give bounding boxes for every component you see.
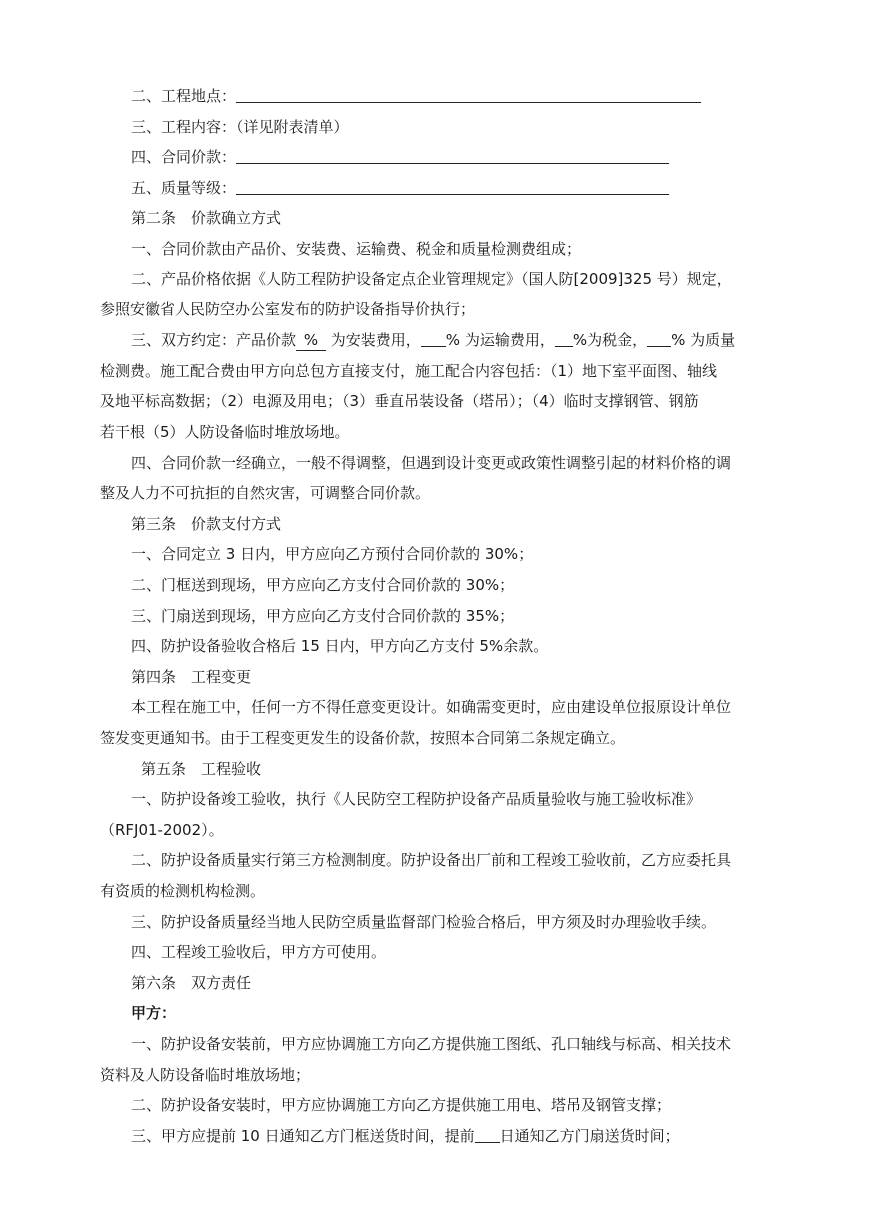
fee-split-text: 三、双方约定：产品价款 xyxy=(131,331,297,349)
paragraph-line: 一、合同价款由产品价、安装费、运输费、税金和质量检测费组成； xyxy=(131,240,582,258)
paragraph-line: 四、防护设备验收合格后 15 日内，甲方向乙方支付 5%余款。 xyxy=(131,637,549,655)
paragraph-line: （RFJ01-2002）。 xyxy=(100,821,224,839)
fee-split-text: % 为质量 xyxy=(671,331,736,349)
article-5-heading: 第五条 工程验收 xyxy=(141,760,262,778)
paragraph-line: 参照安徽省人民防空办公室发布的防护设备指导价执行； xyxy=(100,300,476,318)
paragraph-line: 四、工程竣工验收后，甲方方可使用。 xyxy=(131,943,387,961)
paragraph-line: 本工程在施工中，任何一方不得任意变更设计。如确需变更时，应由建设单位报原设计单位 xyxy=(131,698,732,716)
paragraph-line: 整及人力不可抗拒的自然灾害，可调整合同价款。 xyxy=(100,484,431,502)
blank-tax-percent xyxy=(647,326,671,347)
paragraph-line: 若干根（5）人防设备临时堆放场地。 xyxy=(100,423,350,441)
field-quality-grade xyxy=(131,173,669,203)
fee-split-text: % 为运输费用， xyxy=(445,331,555,349)
paragraph-line: 二、防护设备安装时，甲方应协调施工方向乙方提供施工用电、塔吊及钢管支撑； xyxy=(131,1096,672,1114)
blank-project-location xyxy=(236,82,701,103)
article-4-heading: 第四条 工程变更 xyxy=(131,668,252,686)
paragraph-line: 资料及人防设备临时堆放场地； xyxy=(100,1066,311,1084)
paragraph-line: 及地平标高数据；（2）电源及用电；（3）垂直吊装设备（塔吊）；（4）临时支撑钢管、钢筋 xyxy=(100,392,699,410)
fee-split-text: 为安装费用， xyxy=(326,331,421,349)
label-quality-grade: 五、质量等级： xyxy=(131,179,237,197)
paragraph-line: 二、产品价格依据《人防工程防护设备定点企业管理规定》（国人防[2009]325 号）规定， xyxy=(131,270,732,288)
paragraph-line: 二、门框送到现场，甲方应向乙方支付合同价款的 30%； xyxy=(131,576,515,594)
field-project-content: 三、工程内容：（详见附表清单） xyxy=(131,118,349,136)
paragraph-line: 一、防护设备竣工验收，执行《人民防空工程防护设备产品质量验收与施工验收标准》 xyxy=(131,790,702,808)
field-project-location xyxy=(131,81,701,111)
blank-install-percent xyxy=(421,326,446,347)
article-6-heading: 第六条 双方责任 xyxy=(131,974,252,992)
article-2-heading: 第二条 价款确立方式 xyxy=(131,209,282,227)
paragraph-line: 一、合同定立 3 日内，甲方应向乙方预付合同价款的 30%； xyxy=(131,545,534,563)
blank-door-leaf-days xyxy=(475,1122,500,1143)
paragraph-line: 一、防护设备安装前，甲方应协调施工方向乙方提供施工图纸、孔口轴线与标高、相关技术 xyxy=(131,1035,732,1053)
blank-quality-grade xyxy=(236,174,669,195)
party-a-heading: 甲方： xyxy=(131,1004,177,1022)
label-project-location: 二、工程地点： xyxy=(131,87,237,105)
paragraph-line: 签发变更通知书。由于工程变更发生的设备价款，按照本合同第二条规定确立。 xyxy=(100,729,626,747)
article-3-heading: 第三条 价款支付方式 xyxy=(131,515,282,533)
paragraph-line: 二、防护设备质量实行第三方检测制度。防护设备出厂前和工程竣工验收前，乙方应委托具 xyxy=(131,851,732,869)
delivery-notice-text: 日通知乙方门扇送货时间； xyxy=(499,1127,680,1145)
blank-contract-price xyxy=(236,143,669,164)
fee-split-text: %为税金， xyxy=(572,331,648,349)
paragraph-line: 检测费。施工配合费由甲方向总包方直接支付，施工配合内容包括：（1）地下室平面图、轴线 xyxy=(100,362,718,380)
paragraph-line: 三、门扇送到现场，甲方应向乙方支付合同价款的 35%； xyxy=(131,607,515,625)
paragraph-line: 四、合同价款一经确立，一般不得调整，但遇到设计变更或政策性调整引起的材料价格的调 xyxy=(131,454,732,472)
blank-product-percent: % xyxy=(296,330,326,351)
blank-transport-percent xyxy=(555,326,573,347)
fee-split-line xyxy=(131,325,735,355)
field-contract-price xyxy=(131,142,669,172)
paragraph-line: 有资质的检测机构检测。 xyxy=(100,882,266,900)
paragraph-line: 三、防护设备质量经当地人民防空质量监督部门检验合格后，甲方须及时办理验收手续。 xyxy=(131,913,717,931)
label-contract-price: 四、合同价款： xyxy=(131,148,237,166)
delivery-notice-line xyxy=(131,1121,680,1151)
delivery-notice-text: 三、甲方应提前 10 日通知乙方门框送货时间，提前 xyxy=(131,1127,475,1145)
